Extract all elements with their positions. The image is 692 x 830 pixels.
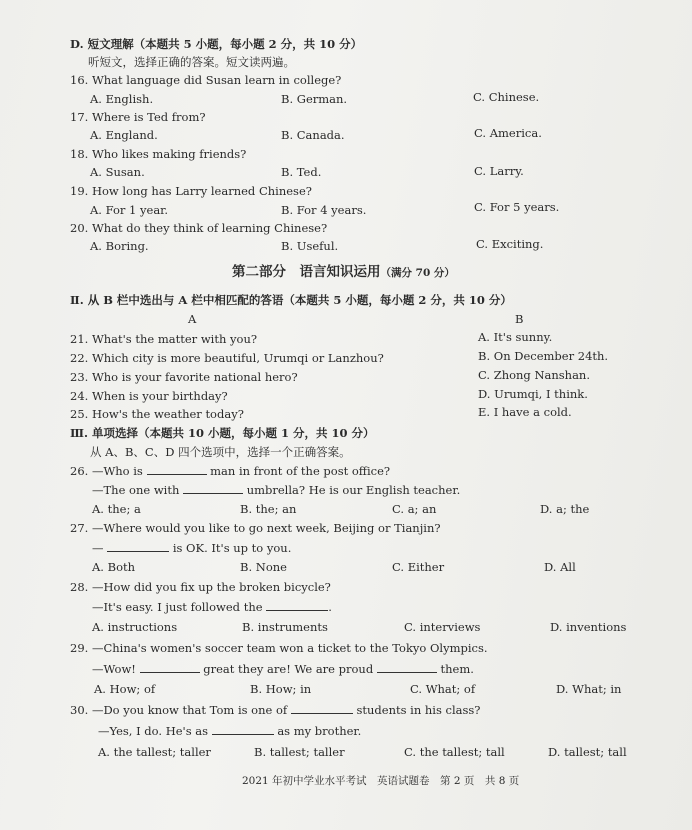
q26-blank-1	[147, 464, 207, 475]
question-29-line1: 29. —China's women's soccer team won a ticket to the Tokyo Olympics.	[70, 641, 488, 655]
page-footer: 2021 年初中学业水平考试 英语试题卷 第 2 页 共 8 页	[242, 775, 520, 787]
q26-stem-end: man in front of the post office?	[210, 464, 391, 478]
q29-blank-2	[377, 662, 437, 673]
part-two-title-line	[232, 265, 455, 280]
section-iii-instruction: 从 A、B、C、D 四个选项中，选择一个正确答案。	[90, 445, 351, 459]
q30-reply-end: as my brother.	[277, 724, 362, 738]
q18-option-b: B. Ted.	[281, 165, 322, 179]
q26-blank-2	[183, 483, 243, 494]
q18-option-a: A. Susan.	[90, 165, 145, 179]
q27-option-d: D. All	[544, 560, 576, 574]
question-17: 17. Where is Ted from?	[70, 110, 206, 124]
q30-option-a: A. the tallest; taller	[98, 745, 211, 759]
part-two-title: 第二部分 语言知识运用	[232, 264, 381, 280]
q30-option-b: B. tallest; taller	[254, 745, 345, 759]
question-30-line1	[70, 703, 480, 717]
question-16: 16. What language did Susan learn in college?	[70, 73, 342, 87]
match-item-25: 25. How's the weather today?	[70, 407, 244, 421]
question-30-line2	[98, 724, 361, 738]
q18-option-c: C. Larry.	[474, 164, 524, 178]
q29-reply-middle: great they are! We are proud	[203, 662, 374, 676]
q26-reply-end: umbrella? He is our English teacher.	[246, 483, 461, 497]
match-item-21: 21. What's the matter with you?	[70, 332, 258, 346]
q30-option-d: D. tallest; tall	[548, 745, 627, 759]
question-26-line1	[70, 464, 390, 478]
match-answer-c: C. Zhong Nanshan.	[478, 368, 590, 382]
q26-option-a: A. the; a	[92, 502, 141, 516]
q17-option-c: C. America.	[474, 126, 542, 140]
q29-reply-start: —Wow!	[92, 662, 136, 676]
q16-option-a: A. English.	[90, 92, 154, 106]
question-27-line2	[92, 541, 291, 555]
match-item-24: 24. When is your birthday?	[70, 389, 228, 403]
q27-option-a: A. Both	[92, 560, 136, 574]
q29-option-c: C. What; of	[410, 682, 476, 696]
question-26-line2	[92, 483, 460, 497]
match-answer-b: B. On December 24th.	[478, 349, 609, 363]
question-18: 18. Who likes making friends?	[70, 147, 247, 161]
q17-option-a: A. England.	[90, 128, 158, 142]
q26-reply-start: —The one with	[92, 483, 180, 497]
q26-option-b: B. the; an	[240, 502, 297, 516]
question-19: 19. How long has Larry learned Chinese?	[70, 184, 312, 198]
q26-stem-start: 26. —Who is	[70, 464, 143, 478]
column-b-label: B	[515, 312, 524, 326]
q30-blank-2	[212, 724, 274, 735]
part-two-score: （满分 70 分）	[380, 267, 455, 279]
q30-stem-start: 30. —Do you know that Tom is one of	[70, 703, 288, 717]
part-d-heading: D. 短文理解（本题共 5 小题，每小题 2 分，共 10 分）	[70, 37, 363, 51]
q28-reply-end: .	[328, 600, 332, 614]
question-28-line2	[92, 600, 332, 614]
match-answer-e: E. I have a cold.	[478, 405, 572, 419]
q16-option-b: B. German.	[281, 92, 348, 106]
q27-option-c: C. Either	[392, 560, 445, 574]
q16-option-c: C. Chinese.	[473, 90, 540, 104]
q29-option-d: D. What; in	[556, 682, 622, 696]
q27-blank	[107, 541, 169, 552]
q20-option-c: C. Exciting.	[476, 237, 544, 251]
q27-reply-end: is OK. It's up to you.	[172, 541, 292, 555]
match-item-22: 22. Which city is more beautiful, Urumqi or Lanzhou?	[70, 351, 384, 365]
q17-option-b: B. Canada.	[281, 128, 345, 142]
q19-option-c: C. For 5 years.	[474, 200, 560, 214]
match-answer-a: A. It's sunny.	[478, 330, 553, 344]
q28-option-c: C. interviews	[404, 620, 481, 634]
question-28-line1: 28. —How did you fix up the broken bicycle?	[70, 580, 331, 594]
q28-blank	[266, 600, 328, 611]
section-ii-heading: Ⅱ. 从 B 栏中选出与 A 栏中相匹配的答语（本题共 5 小题，每小题 2 分，共 10 分）	[70, 293, 512, 307]
q30-blank-1	[291, 703, 353, 714]
q30-stem-end: students in his class?	[356, 703, 481, 717]
q28-reply-start: —It's easy. I just followed the	[92, 600, 263, 614]
q30-option-c: C. the tallest; tall	[404, 745, 505, 759]
q27-option-b: B. None	[240, 560, 287, 574]
column-a-label: A	[188, 312, 197, 326]
q28-option-a: A. instructions	[92, 620, 178, 634]
q26-option-d: D. a; the	[540, 502, 590, 516]
q30-reply-start: —Yes, I do. He's as	[98, 724, 209, 738]
match-answer-d: D. Urumqi, I think.	[478, 387, 588, 401]
q29-option-a: A. How; of	[94, 682, 156, 696]
match-item-23: 23. Who is your favorite national hero?	[70, 370, 298, 384]
q20-option-a: A. Boring.	[90, 239, 149, 253]
section-iii-heading: Ⅲ. 单项选择（本题共 10 小题，每小题 1 分，共 10 分）	[70, 426, 375, 440]
q20-option-b: B. Useful.	[281, 239, 339, 253]
q29-option-b: B. How; in	[250, 682, 312, 696]
q19-option-b: B. For 4 years.	[281, 203, 367, 217]
q28-option-d: D. inventions	[550, 620, 627, 634]
question-29-line2	[92, 662, 474, 676]
q26-option-c: C. a; an	[392, 502, 437, 516]
part-d-instruction: 听短文，选择正确的答案。短文读两遍。	[88, 55, 295, 69]
q28-option-b: B. instruments	[242, 620, 328, 634]
q29-reply-end: them.	[440, 662, 474, 676]
q27-reply-dash: —	[92, 541, 104, 555]
question-27-line1: 27. —Where would you like to go next week, Beijing or Tianjin?	[70, 521, 441, 535]
question-20: 20. What do they think of learning Chinese?	[70, 221, 328, 235]
q29-blank-1	[140, 662, 200, 673]
q19-option-a: A. For 1 year.	[90, 203, 169, 217]
